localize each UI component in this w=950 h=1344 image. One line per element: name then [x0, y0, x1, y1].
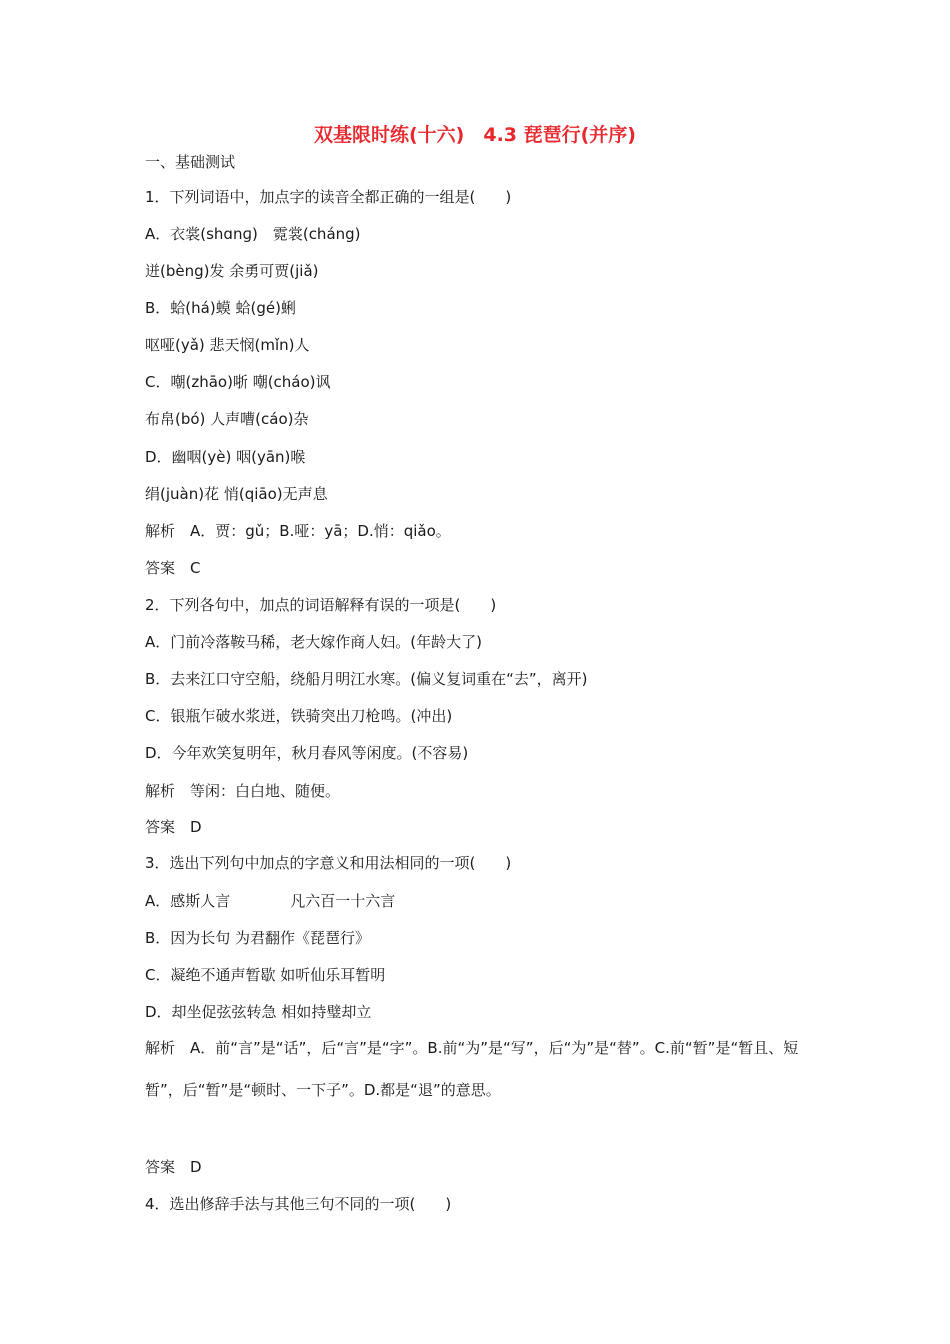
q1-option-c: C．嘲(zhāo)哳 嘲(cháo)讽 — [145, 373, 331, 391]
q2-answer: 答案 D — [145, 818, 202, 836]
q1-option-d-cont: 绢(juàn)花 悄(qiāo)无声息 — [145, 485, 328, 503]
q3-option-d: D．却坐促弦弦转急 相如持璧却立 — [145, 1003, 372, 1021]
q3-answer: 答案 D — [145, 1158, 202, 1176]
q3-option-a: A．感斯人言 凡六百一十六言 — [145, 892, 396, 910]
q1-analysis: 解析 A．贾：gǔ；B.哑：yā；D.悄：qiǎo。 — [145, 522, 451, 540]
q1-option-a-cont: 迸(bèng)发 余勇可贾(jiǎ) — [145, 262, 319, 280]
question-3: 3．选出下列句中加点的字意义和用法相同的一项( ) — [145, 854, 512, 872]
q2-option-c: C．银瓶乍破水浆迸，铁骑突出刀枪鸣。(冲出) — [145, 707, 453, 725]
q1-option-b: B．蛤(há)蟆 蛤(gé)蜊 — [145, 299, 296, 317]
q1-answer: 答案 C — [145, 559, 201, 577]
q2-option-d: D．今年欢笑复明年，秋月春风等闲度。(不容易) — [145, 744, 469, 762]
document-title: 双基限时练(十六) 4.3 琵琶行(并序) — [313, 124, 636, 146]
q2-analysis: 解析 等闲：白白地、随便。 — [145, 782, 341, 800]
q1-option-a: A．衣裳(shɑnɡ) 霓裳(cháng) — [145, 225, 361, 243]
q2-option-a: A．门前冷落鞍马稀，老大嫁作商人妇。(年龄大了) — [145, 633, 482, 651]
q1-option-b-cont: 呕哑(yǎ) 悲天悯(mǐn)人 — [145, 336, 310, 354]
question-1: 1．下列词语中，加点字的读音全都正确的一组是( ) — [145, 188, 512, 206]
section-heading: 一、基础测试 — [145, 153, 236, 171]
q1-option-c-cont: 布帛(bó) 人声嘈(cáo)杂 — [145, 410, 309, 428]
question-4: 4．选出修辞手法与其他三句不同的一项( ) — [145, 1195, 452, 1213]
q3-analysis: 解析 A．前“言”是“话”，后“言”是“字”。B.前“为”是“写”，后“为”是“替”。C.前“暂”是“暂且、短暂”，后“暂”是“顿时、一下子”。D.都是“退”的意思。 — [145, 1039, 799, 1099]
q3-option-c: C．凝绝不通声暂歇 如听仙乐耳暂明 — [145, 966, 386, 984]
q2-option-b: B．去来江口守空船，绕船月明江水寒。(偏义复词重在“去”，离开) — [145, 670, 588, 688]
q1-option-d: D．幽咽(yè) 咽(yān)喉 — [145, 448, 306, 466]
question-2: 2．下列各句中，加点的词语解释有误的一项是( ) — [145, 596, 497, 614]
q3-option-b: B．因为长句 为君翻作《琵琶行》 — [145, 929, 371, 947]
